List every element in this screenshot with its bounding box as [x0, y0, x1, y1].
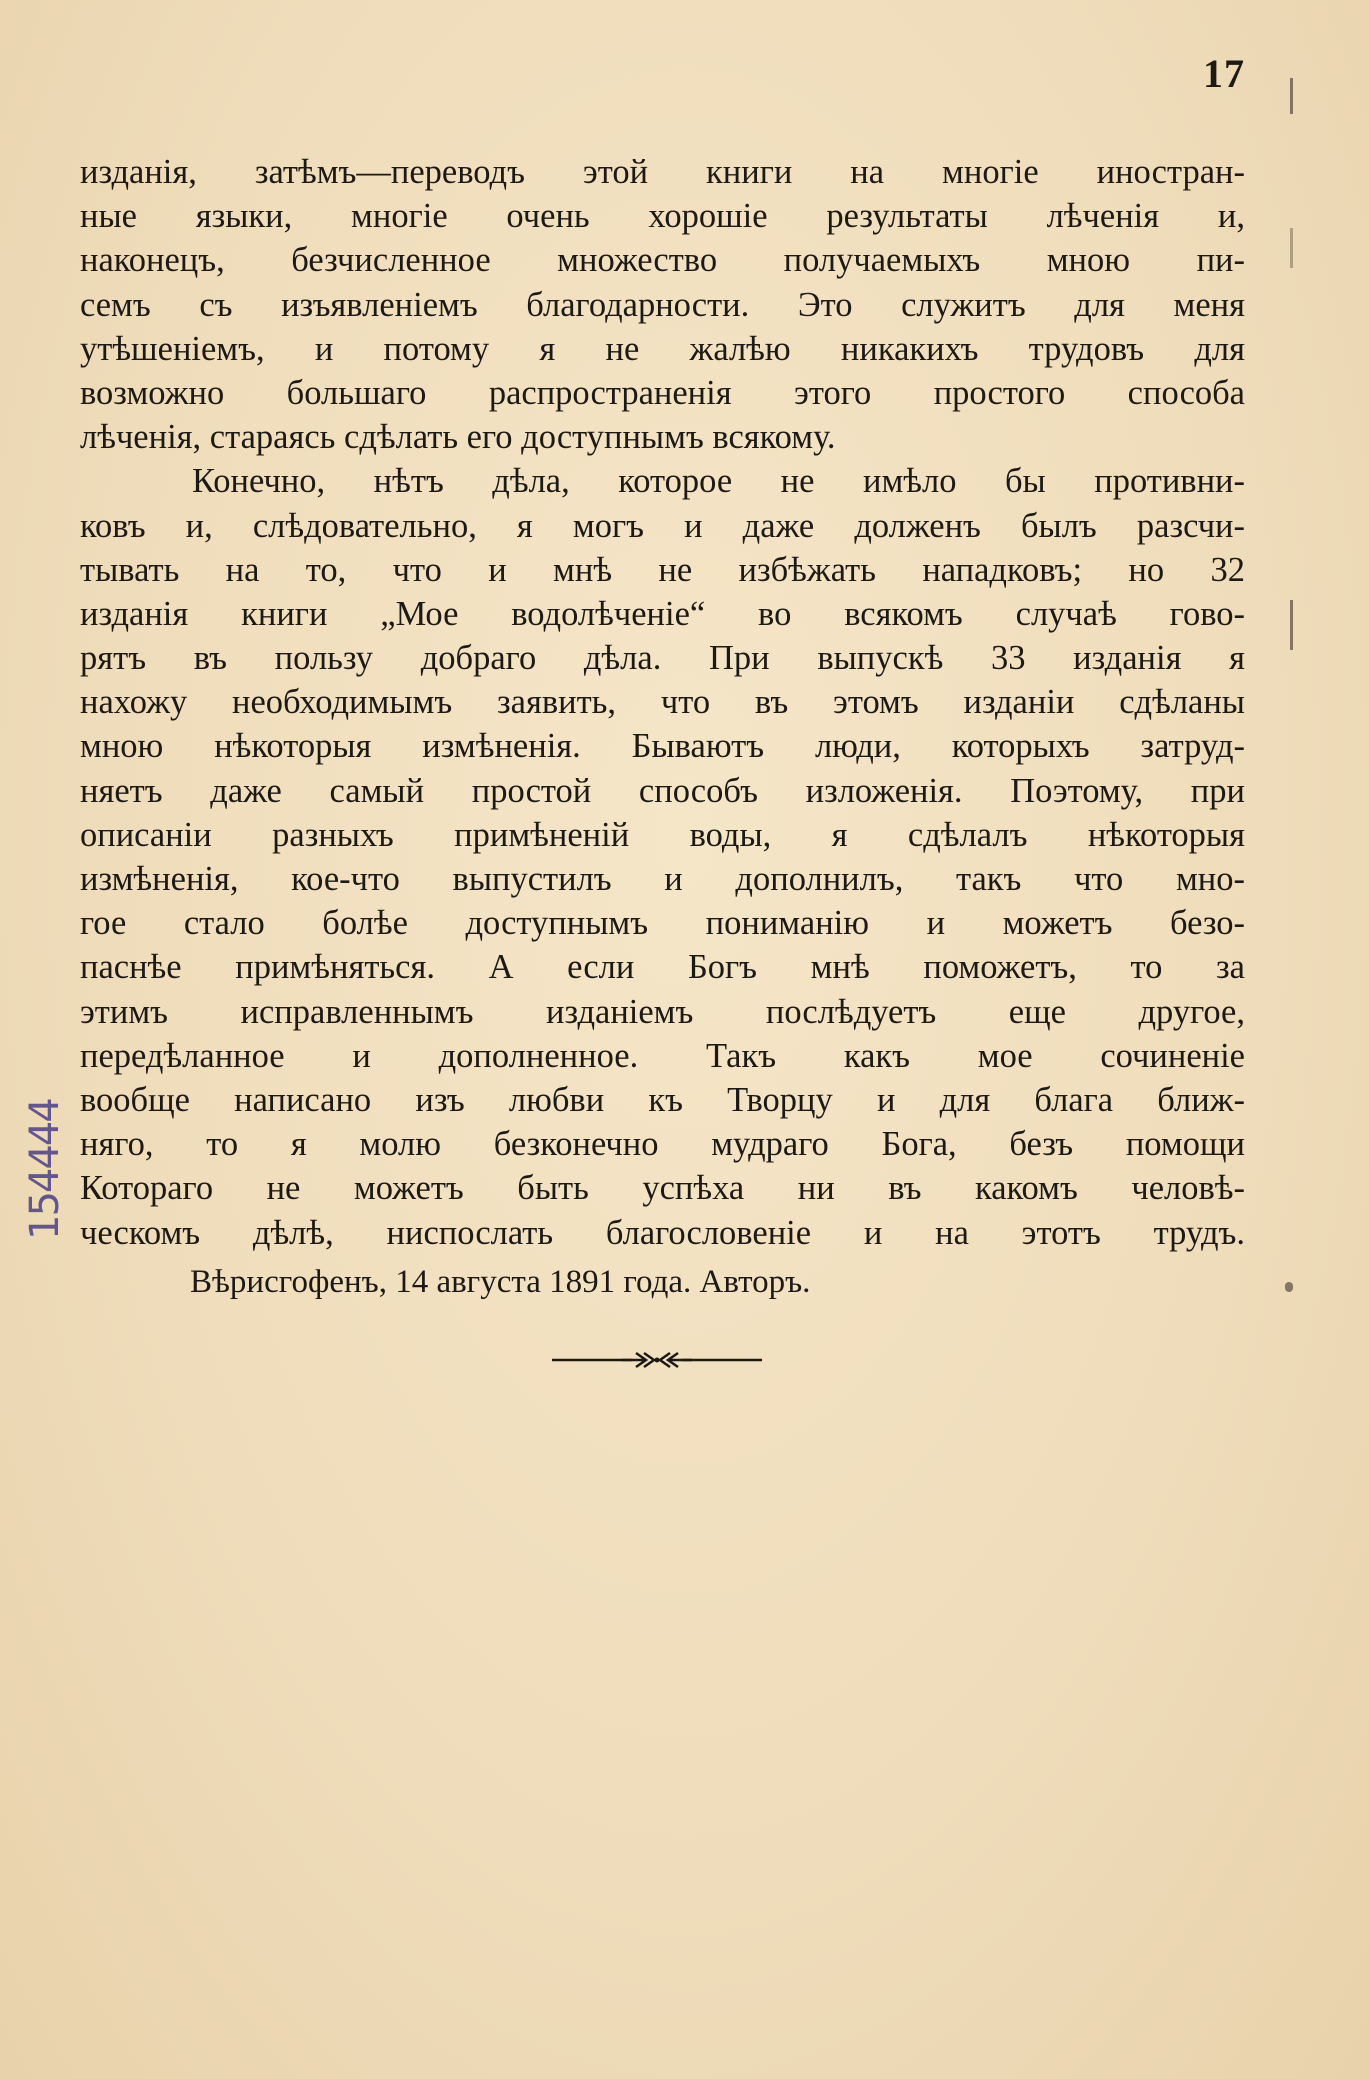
edge-mark: [1290, 78, 1293, 114]
text-line: паснѣе примѣняться. А если Богъ мнѣ поможетъ, то за: [80, 948, 1245, 987]
text-line: рятъ въ пользу добраго дѣла. При выпускѣ 33 изданія я: [80, 639, 1245, 678]
paragraph-start-line: Конечно, нѣтъ дѣла, которое не имѣло бы противни-: [192, 462, 1245, 501]
edge-mark: [1290, 600, 1293, 650]
text-line: лѣченія, стараясь сдѣлать его доступнымъ всякому.: [80, 418, 836, 457]
text-line: передѣланное и дополненное. Такъ какъ мое сочиненіе: [80, 1036, 1245, 1075]
ornament-divider-icon: [552, 1345, 762, 1375]
inventory-stamp: 154444: [22, 1099, 68, 1240]
text-line: измѣненія, кое-что выпустилъ и дополнилъ, такъ что мно-: [80, 860, 1245, 898]
text-line: ковъ и, слѣдовательно, я могъ и даже долженъ былъ разсчи-: [80, 506, 1245, 545]
author-signature: Вѣрисгофенъ, 14 августа 1891 года. Авторъ.: [190, 1263, 811, 1300]
text-line: ческомъ дѣлѣ, ниспослать благословеніе и на этотъ трудъ.: [80, 1213, 1245, 1252]
text-line: описаніи разныхъ примѣненій воды, я сдѣлалъ нѣкоторыя: [80, 815, 1245, 854]
text-line: наконецъ, безчисленное множество получаемыхъ мною пи-: [80, 241, 1245, 280]
text-line: ные языки, многіе очень хорошіе результаты лѣченія и,: [80, 197, 1245, 236]
text-line: нахожу необходимымъ заявить, что въ этомъ изданіи сдѣланы: [80, 683, 1245, 722]
text-line: няго, то я молю безконечно мудраго Бога, безъ помощи: [80, 1125, 1245, 1164]
text-line: изданія, затѣмъ—переводъ этой книги на многіе иностран-: [80, 153, 1245, 191]
text-line: изданія книги „Мое водолѣченіе“ во всякомъ случаѣ гово-: [80, 594, 1245, 633]
text-line: Котораго не можетъ быть успѣха ни въ какомъ человѣ-: [80, 1169, 1245, 1208]
text-line: этимъ исправленнымъ изданіемъ послѣдуетъ еще другое,: [80, 992, 1245, 1031]
edge-mark: [1290, 228, 1293, 268]
text-line: няетъ даже самый простой способъ изложенія. Поэтому, при: [80, 771, 1245, 810]
text-line: семъ съ изъявленіемъ благодарности. Это служитъ для меня: [80, 285, 1245, 324]
text-line: гое стало болѣе доступнымъ пониманію и можетъ безо-: [80, 904, 1245, 943]
body-text: [80, 150, 1245, 1305]
page-number: 17: [1203, 51, 1245, 96]
text-line: мною нѣкоторыя измѣненія. Бываютъ люди, которыхъ затруд-: [80, 727, 1245, 766]
text-line: вообще написано изъ любви къ Творцу и для блага ближ-: [80, 1080, 1245, 1119]
text-line: тывать на то, что и мнѣ не избѣжать нападковъ; но 32: [80, 550, 1245, 589]
text-line: утѣшеніемъ, и потому я не жалѣю никакихъ трудовъ для: [80, 329, 1245, 368]
edge-mark: [1285, 1282, 1293, 1292]
text-line: возможно большаго распространенія этого простого способа: [80, 373, 1245, 412]
